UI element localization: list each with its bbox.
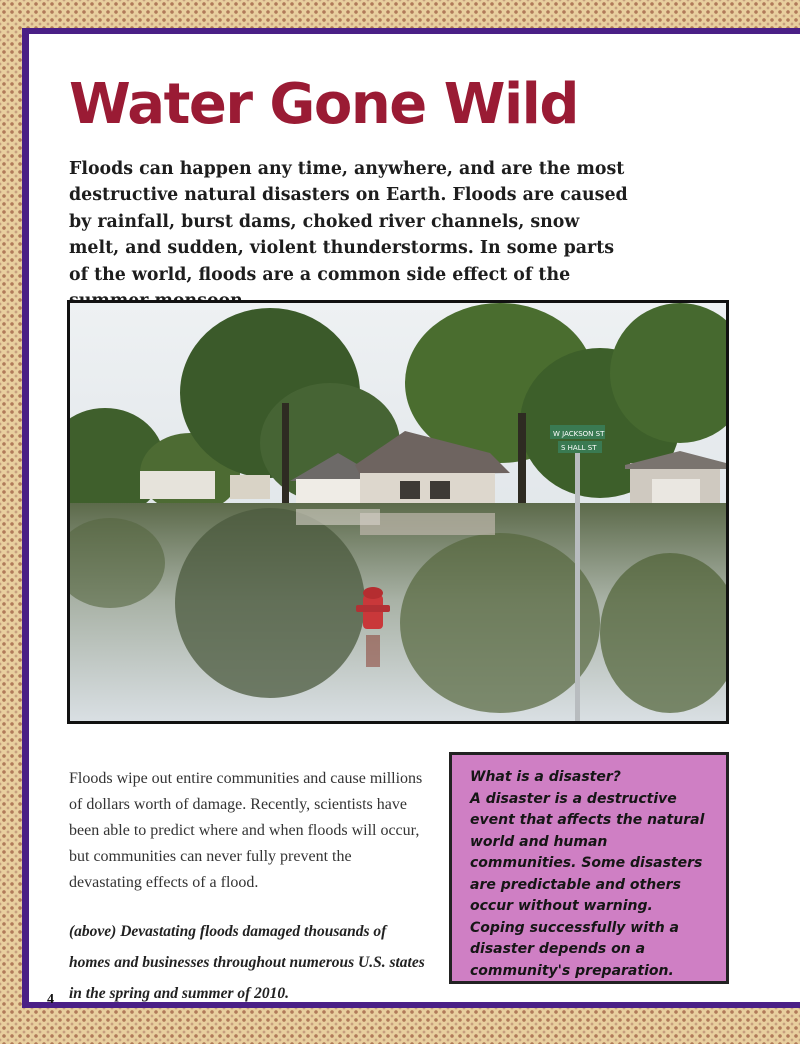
flood-photo-illustration xyxy=(70,303,726,721)
sidebar-question: What is a disaster? xyxy=(470,769,621,785)
sidebar-answer: A disaster is a destructive event that affects the natural world and human communities. Some disasters are predictable and others occur without warning. Coping successfully with a disaster depends on a community's preparation. xyxy=(470,790,705,979)
intro-paragraph: Floods can happen any time, anywhere, and are the most destructive natural disasters on Earth. Floods are caused by rainfall, burst dams, choked river channels, snow melt, and sudden, violent thunderstorms. In some parts of the world, floods are a common side effect of the xyxy=(69,159,628,285)
photo-caption: (above) Devastating floods damaged thousands of homes and businesses throughout numerous U.S. states in the spring and summer of 2010. xyxy=(69,923,425,1002)
flood-photo xyxy=(67,300,729,724)
page-title: Water Gone Wild xyxy=(69,72,578,137)
disaster-sidebar xyxy=(449,752,729,984)
page-number: 4 xyxy=(47,992,54,1007)
street-sign-bottom: S HALL ST xyxy=(561,444,597,452)
street-sign-top: W JACKSON ST xyxy=(553,430,605,438)
body-paragraph: Floods wipe out entire communities and cause millions of dollars worth of damage. Recently, scientists have been able to predict where and when floods will occur, but communities can never fully prevent the devastating effects of a flood. xyxy=(69,770,423,891)
page xyxy=(22,28,800,1008)
